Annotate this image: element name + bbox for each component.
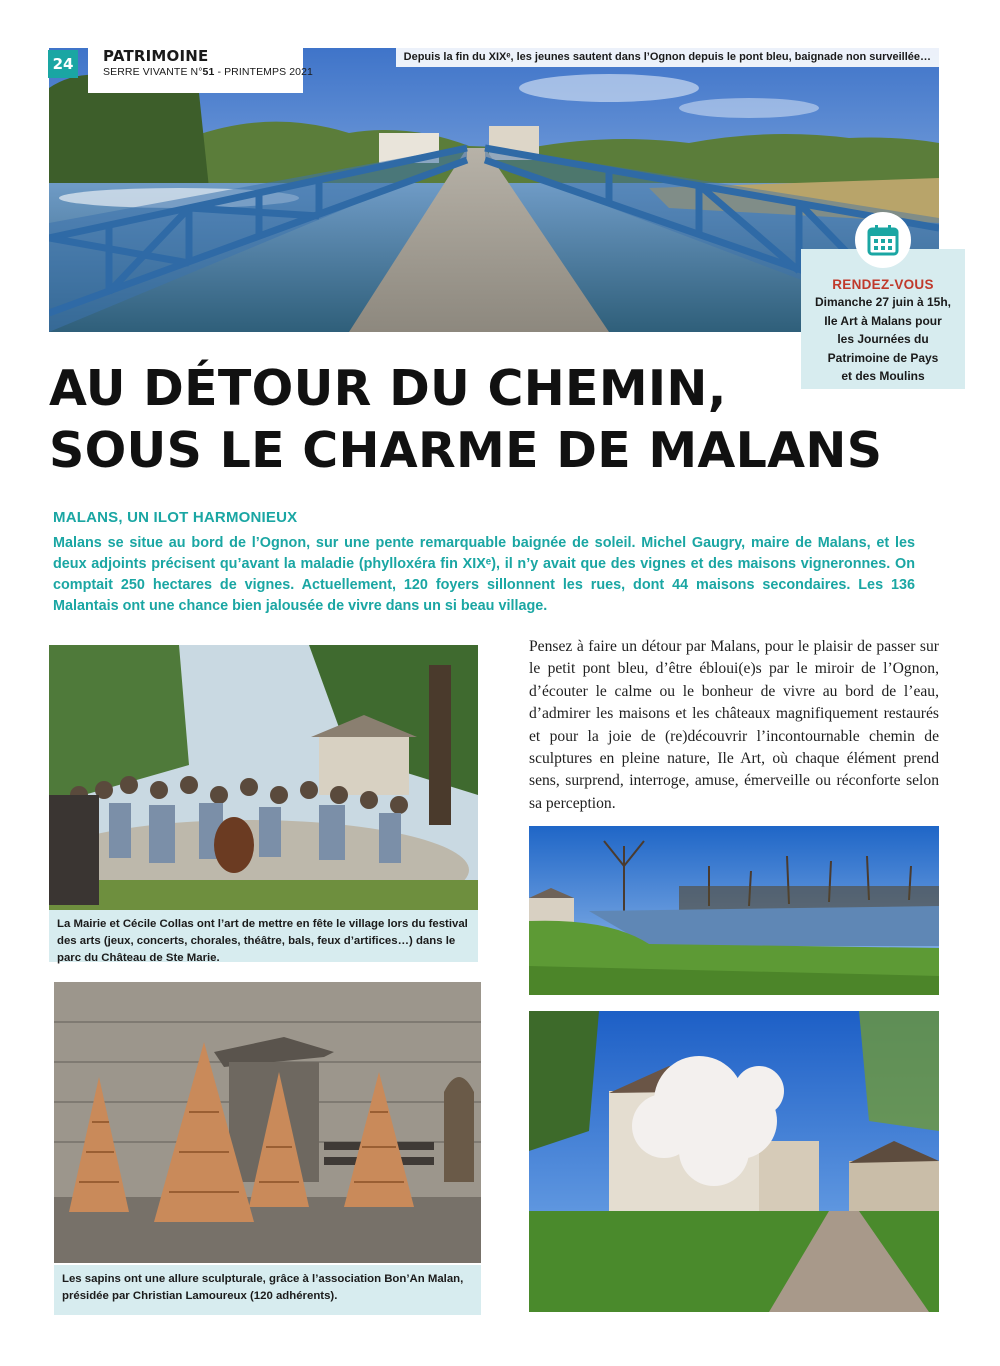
page-number: 24 [48,50,78,78]
calendar-icon [866,223,900,257]
header-block [103,49,313,78]
article-title-line: AU DÉTOUR DU CHEMIN, [49,360,727,417]
magazine-name: SERRE VIVANTE N° [103,65,203,78]
rendezvous-line: Dimanche 27 juin à 15h, [814,295,952,309]
rendezvous-line: Patrimoine de Pays [827,350,939,365]
calendar-badge [855,212,911,268]
section-title: PATRIMOINE [103,47,209,65]
issue-number: 51 [202,65,215,78]
rendezvous-title: RENDEZ-VOUS [832,277,934,292]
intro-text: Malans se situe au bord de l’Ognon, sur une pente remarquable baignée de soleil. Michel Gaugry, maire de Malans, et les deux adjoints précisent qu’avant la maladie (phylloxéra fin XIXᵉ), il n’y avait que des vignes et des maisons vigneronnes. On comptait 250 hectares de vignes. Actuellement, 120 foyers sillonnent les rues, dont 44 maisons secondaires. Les 136 Malantais ont une chance bien jalousée de vivre dans un si beau village. [53,535,915,614]
issue-line [103,67,313,78]
caption-festival: La Mairie et Cécile Collas ont l’art de mettre en fête le village lors du festival des arts (jeux, concerts, chorales, théâtre, bals, feux d’artifices…) dans le parc du Château de Ste Marie. [49,910,478,962]
article-title [49,358,909,482]
issue-season: - PRINTEMPS 2021 [214,65,314,78]
photo-blossom-tree [529,1011,939,1312]
rendezvous-line: les Journées du [837,332,929,347]
rendezvous-line: Ile Art à Malans pour [824,313,942,328]
photo-sculptures [54,982,481,1263]
rendezvous-text [801,293,965,386]
body-text: Pensez à faire un détour par Malans, pour le plaisir de passer sur le petit pont bleu, d’être ébloui(e)s par le miroir de l’Ognon, d’écouter le calme ou le bonheur de vivre au bord de l’eau, d’admirer les maisons et les châteaux magnifiquement restaurés et pour la joie de (re)découvrir l’incontournable chemin de sculptures en pleine nature, Ile Art, où chaque élément prend sens, surprend, interroge, amuse, émerveille ou réconforte selon sa perception. [529,638,939,812]
caption-sculptures: Les sapins ont une allure sculpturale, grâce à l’association Bon’An Malan, présidée par Christian Lamoureux (120 adhérents). [54,1265,481,1315]
photo-river [529,826,939,995]
rendezvous-line: et des Moulins [841,369,925,384]
rendezvous-box [801,249,965,389]
hero-caption: Depuis la fin du XIXᵉ, les jeunes sautent dans l’Ognon depuis le pont bleu, baignade non surveillée… [396,48,939,67]
intro-heading: MALANS, UN ILOT HARMONIEUX [53,509,298,526]
article-title-line: SOUS LE CHARME DE MALANS [49,422,883,479]
photo-festival [49,645,478,910]
